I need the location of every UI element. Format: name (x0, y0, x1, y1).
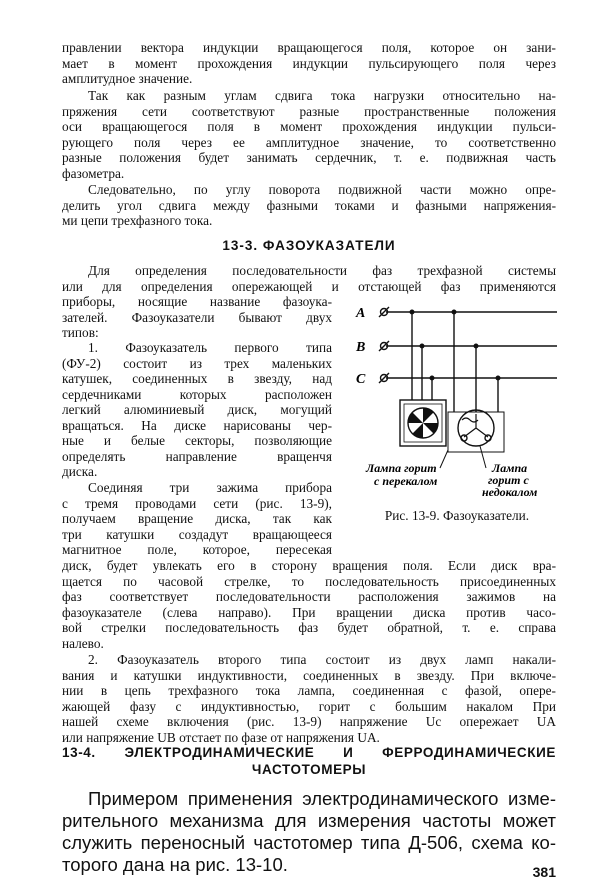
right-lamp-label-3: недокалом (482, 485, 538, 499)
phase-indicator-figure (352, 300, 562, 500)
text-line: делить угол сдвига между фазными токами и фазными напряжения- (62, 197, 556, 213)
section-heading-13-3: 13-3. ФАЗОУКАЗАТЕЛИ (222, 238, 396, 253)
text-line: фазометра. (62, 165, 125, 181)
section-13-3-p1-narrow (62, 294, 332, 341)
text-line: (ФУ-2) состоит из трех маленьких (62, 355, 332, 371)
intro-paragraph (62, 40, 556, 87)
section-13-3-p2 (62, 340, 332, 480)
heading-line: 13-4. ЭЛЕКТРОДИНАМИЧЕСКИЕ И ФЕРРОДИНАМИЧЕСКИЕ (62, 745, 556, 760)
left-lamp-label-1: Лампа горит (366, 461, 437, 475)
heading-line: ЧАСТОТОМЕРЫ (251, 762, 367, 777)
text-line: или напряжение UB отстает по фазе от напряжения UA. (62, 729, 380, 745)
text-line: фазоуказателе (слева направо). При вращении диска против часо- (62, 604, 556, 620)
text-line: легкий алюминиевый диск, могущий (62, 402, 332, 417)
text-line: пряжения сети соответствуют разные пространственные положения (62, 103, 556, 119)
text-line: или для определения опережающей и отстающей фаз применяются (62, 278, 556, 294)
text-line: правлении вектора индукции вращающегося поля, которое он зани- (62, 40, 556, 55)
text-line: рующего поля через ее амплитудное значение, то соответственно (62, 134, 556, 150)
text-line: нашей схеме включения (рис. 13-9) напряжение Uc опережает UA (62, 714, 556, 729)
text-line: типов: (62, 325, 99, 340)
text-line: Следовательно, по углу поворота подвижной части можно опре- (88, 182, 556, 197)
text-line: оси вращающегося поля в момент прохождения индукции пульси- (62, 119, 556, 134)
text-line: зателей. Фазоуказатели бывают двух (62, 309, 332, 325)
text-line: щается по часовой стрелке, то последовательность присоединенных (62, 573, 556, 589)
text-line: жающей фазу с индуктивностью, горит с большим накалом При (62, 698, 556, 714)
text-line: диска. (62, 464, 98, 479)
text-line: вращаться. На диске нарисованы чер- (62, 417, 332, 433)
text-line: нии в цепь трехфазного тока лампа, соединенная с фазой, опере- (62, 683, 556, 698)
text-line: 1. Фазоуказатель первого типа (88, 340, 332, 355)
text-line: магнитное поле, которое, пересекая (62, 542, 332, 557)
text-line: диск, будет увлекать его в сторону вращения поля. Если диск вра- (62, 558, 556, 573)
text-line: катушек, соединенных в звезду, над (62, 371, 332, 386)
text-line: Примером применения электродинамического изме- (88, 788, 556, 809)
text-line: Так как разным углам сдвига тока нагрузки относительно на- (88, 88, 556, 103)
phase-c-label: C (356, 372, 366, 387)
text-line: определять направление вращенчя (62, 448, 332, 464)
paragraph-2 (62, 88, 556, 181)
paragraph-3 (62, 182, 556, 229)
text-line: ные и белые секторы, позволяющие (62, 433, 332, 448)
text-line: получаем вращение диска, так как (62, 511, 332, 526)
phase-a-label: A (356, 306, 366, 321)
text-line: с тремя проводами сети (рис. 13-9), (62, 495, 332, 511)
text-line: Соединяя три зажима прибора (88, 480, 332, 495)
text-line: вания и катушки индуктивности, соединенных в звезду. При включе- (62, 667, 556, 683)
text-line: служить переносный частотомер типа Д-506, схема ко- (62, 832, 556, 853)
text-line: торого дана на рис. 13-10. (62, 854, 288, 875)
text-line: сердечниками которых расположен (62, 386, 332, 402)
text-line: приборы, носящие название фазоука- (62, 294, 332, 309)
section-13-3-p4 (62, 652, 556, 745)
text-line: разные положения будет занимать сердечник, т. е. подвижная часть (62, 150, 556, 165)
right-lamp-label-1: Лампа (492, 461, 528, 475)
section-13-4-paragraph (62, 788, 556, 876)
text-line: амплитудное значение. (62, 71, 193, 86)
text-line: вой стрелки последовательность фаз будет обратной, т. е. справа (62, 620, 556, 635)
section-13-3-p1 (62, 263, 556, 294)
text-line: фаз соответствует последовательности расположения зажимов на (62, 589, 556, 604)
text-line: три катушки создадут вращающееся (62, 526, 332, 542)
section-13-3-p3-narrow (62, 480, 332, 558)
figure-caption: Рис. 13-9. Фазоуказатели. (384, 508, 530, 523)
text-line: ми цепи трехфазного тока. (62, 213, 213, 228)
section-heading-13-4 (62, 744, 556, 778)
text-line: налево. (62, 635, 104, 651)
page-number: 381 (532, 864, 556, 880)
text-line: Для определения последовательности фаз трехфазной системы (88, 263, 556, 278)
right-lamp-label-2: горит с (488, 473, 529, 487)
text-line: 2. Фазоуказатель второго типа состоит из двух ламп накали- (88, 652, 556, 667)
text-line: мает в момент прохождения индукции пульсирующего поля через (62, 55, 556, 71)
left-lamp-label-2: с перекалом (374, 474, 438, 488)
section-13-3-p3-full (62, 558, 556, 651)
text-line: рительного механизма для измерения частоты может (62, 810, 556, 831)
phase-b-label: B (356, 340, 366, 355)
